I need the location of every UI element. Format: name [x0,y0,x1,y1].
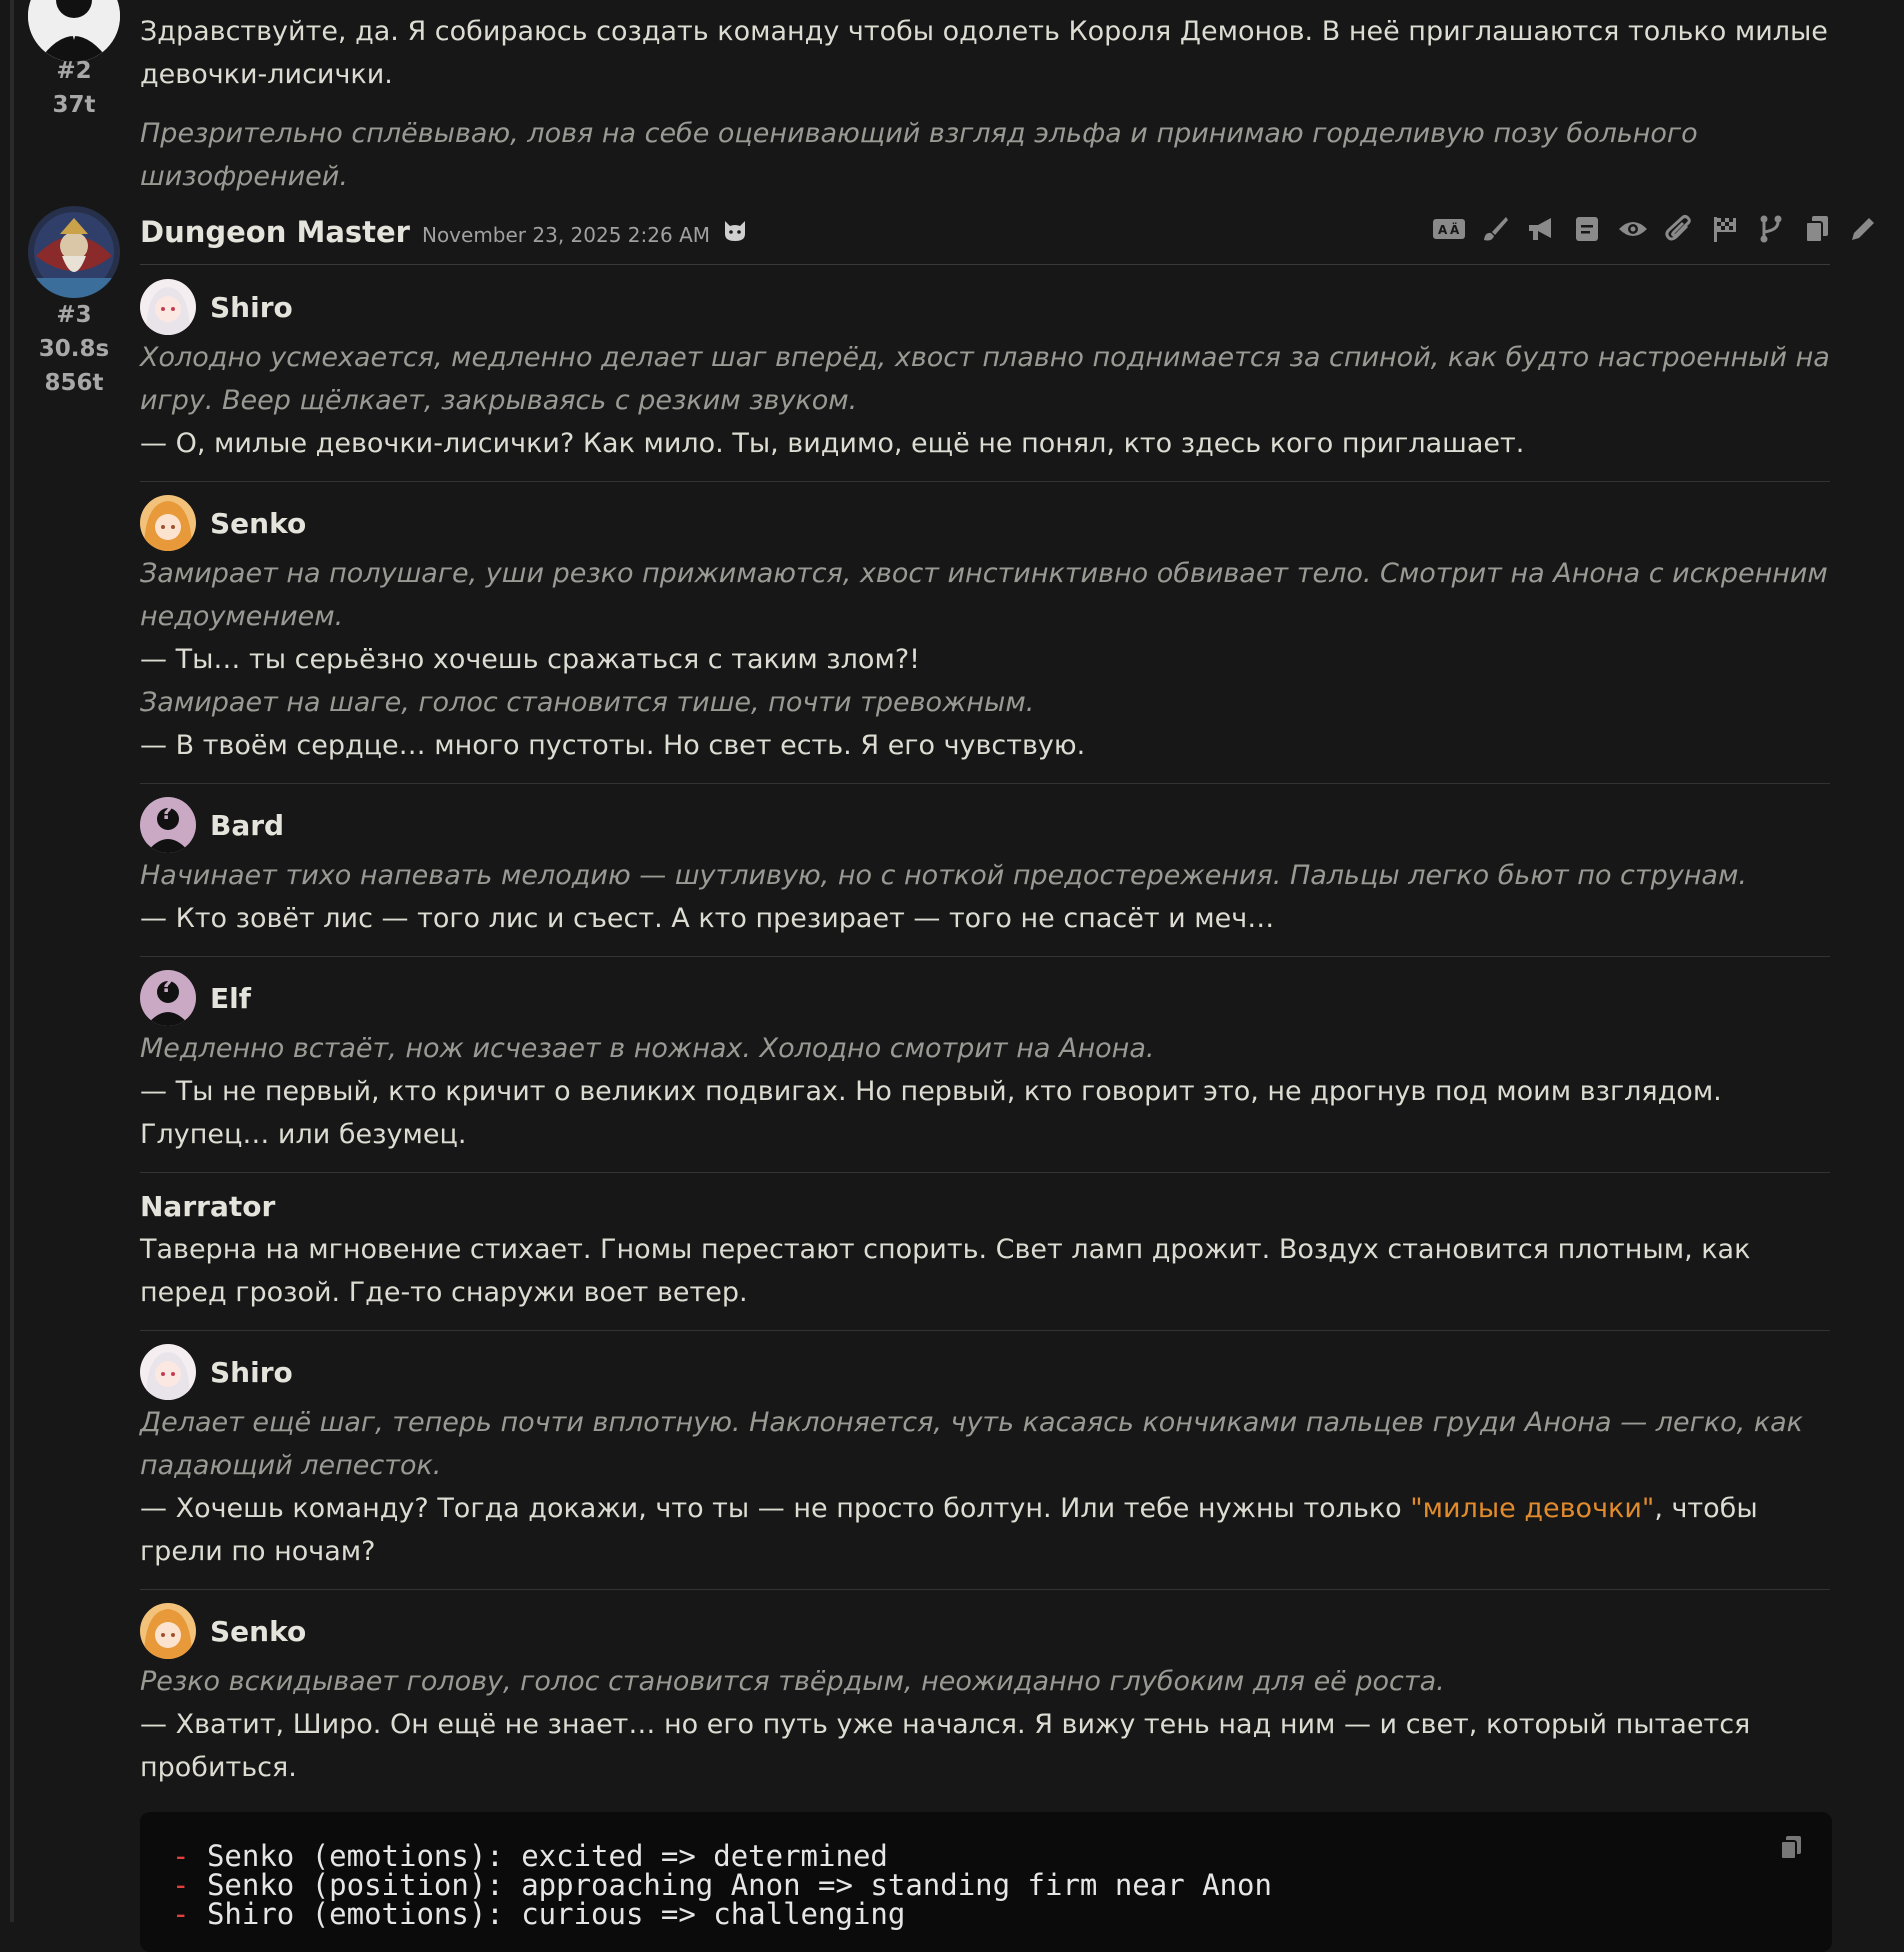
shiro-avatar[interactable] [140,1344,196,1400]
speech-text: , чтобы грели по ночам? [140,1493,1758,1567]
speaker-name: Elf [210,981,251,1015]
eye-icon[interactable] [1616,212,1650,246]
block-divider [140,956,1830,957]
dungeon-master-avatar[interactable] [28,206,120,298]
message-text: Здравствуйте, да. Я собираюсь создать команду чтобы одолеть Короля Демонов. В неё приглашаются только милые девочки-лисички. [140,16,1828,90]
block-divider [140,783,1830,784]
action-line: Замирает на полушаге, уши резко прижимаются, хвост инстинктивно обвивает тело. Смотрит на Анона с искренним недоумением. [140,558,1828,632]
speech-line: — О, милые девочки-лисички? Как мило. Ты, видимо, ещё не понял, кто здесь кого приглашает. [140,428,1525,459]
elf-avatar[interactable] [140,970,196,1026]
copy-code-icon[interactable] [1778,1834,1804,1869]
speech-line [140,1487,1830,1573]
code-line [172,1839,1832,1873]
megaphone-icon[interactable] [1524,212,1558,246]
speech-line: — Ты… ты серьёзно хочешь сражаться с таким злом?! [140,644,920,675]
speaker-header [140,278,1830,336]
generation-time: 30.8s [38,336,110,362]
message-timestamp: November 23, 2025 2:26 AM [421,223,711,247]
speaker-header [140,1343,1830,1401]
shiro-avatar[interactable] [140,279,196,335]
translate-icon[interactable] [1432,212,1466,246]
action-line: Начинает тихо напевать мелодию — шутливую, но с ноткой предостережения. Пальцы легко бьют по струнам. [140,860,1747,891]
branch-icon[interactable] [1754,212,1788,246]
code-line [172,1897,1832,1931]
svg-text:?: ? [161,973,173,997]
brush-icon[interactable] [1478,212,1512,246]
narration-line: Таверна на мгновение стихает. Гномы перестают спорить. Свет ламп дрожит. Воздух становится плотным, как перед грозой. Где-то снаружи воет ветер. [140,1234,1751,1308]
code-text: Shiro (emotions): curious => challenging [206,1897,906,1931]
author-name: Dungeon Master [140,215,410,249]
message-toolbar [1432,212,1880,246]
block-divider [140,1589,1830,1590]
speech-text: — Хочешь команду? Тогда докажи, что ты — не просто болтун. Или тебе нужны только [140,1493,1411,1524]
user-avatar[interactable] [28,0,120,62]
state-code-block [140,1812,1832,1952]
message-number: #3 [56,302,92,328]
svg-text:?: ? [161,800,173,824]
speaker-header [140,1602,1830,1660]
speech-line: — Хватит, Широ. Он ещё не знает… но его путь уже начался. Я вижу тень над ним — и свет, который пытается пробиться. [140,1709,1751,1783]
speech-line: — Кто зовёт лис — того лис и съест. А кто презирает — того не спасёт и меч… [140,903,1275,934]
action-line: Замирает на шаге, голос становится тише, почти тревожным. [140,687,1035,718]
code-text: Senko (position): approaching Anon => standing firm near Anon [206,1868,1272,1902]
bard-avatar[interactable] [140,797,196,853]
paperclip-icon[interactable] [1662,212,1696,246]
narrator-label: Narrator [140,1190,276,1223]
code-text: Senko (emotions): excited => determined [206,1839,888,1873]
speaker-name: Shiro [210,1355,293,1389]
senko-avatar[interactable] [140,495,196,551]
message-number: #2 [56,58,92,84]
note-icon[interactable] [1570,212,1604,246]
message-header [140,200,1880,264]
svg-text:Ä: Ä [1450,223,1460,237]
token-count: 37t [52,92,96,118]
speaker-name: Bard [210,808,285,842]
speaker-name: Senko [210,1614,307,1648]
cat-icon [722,217,748,247]
edit-icon[interactable] [1846,212,1880,246]
block-divider [140,1330,1830,1331]
speaker-header [140,796,1830,854]
code-dash: - [172,1868,190,1902]
speech-line: — Ты не первый, кто кричит о великих подвигах. Но первый, кто говорит это, не дрогнув под моим взглядом. Глупец… или безумец. [140,1076,1722,1150]
header-divider [140,264,1830,265]
block-divider [140,1172,1830,1173]
block-divider [140,481,1830,482]
speech-line: — В твоём сердце… много пустоты. Но свет есть. Я его чувствую. [140,730,1086,761]
message-body [140,276,1830,1789]
code-dash: - [172,1897,190,1931]
code-dash: - [172,1839,190,1873]
speaker-header [140,969,1830,1027]
action-line: Медленно встаёт, нож исчезает в ножнах. Холодно смотрит на Анона. [140,1033,1155,1064]
speaker-header [140,494,1830,552]
copy-icon[interactable] [1800,212,1834,246]
left-border [10,0,14,1922]
senko-avatar[interactable] [140,1603,196,1659]
svg-text:A: A [1438,223,1448,237]
action-line: Делает ещё шаг, теперь почти вплотную. Наклоняется, чуть касаясь кончиками пальцев груди Анона — легко, как падающий лепесток. [140,1407,1803,1481]
action-line: Холодно усмехается, медленно делает шаг вперёд, хвост плавно поднимается за спиной, как будто настроенный на игру. Веер щёлкает, закрываясь с резким звуком. [140,342,1830,416]
speaker-name: Shiro [210,290,293,324]
action-line: Резко вскидывает голову, голос становится твёрдым, неожиданно глубоким для её роста. [140,1666,1445,1697]
token-count: 856t [44,370,104,396]
message-action: Презрительно сплёвываю, ловя на себе оценивающий взгляд эльфа и принимаю горделивую позу больного шизофренией. [140,118,1698,192]
code-line [172,1868,1832,1902]
flag-icon[interactable] [1708,212,1742,246]
highlighted-quote: "милые девочки" [1410,1493,1655,1524]
speaker-name: Senko [210,506,307,540]
